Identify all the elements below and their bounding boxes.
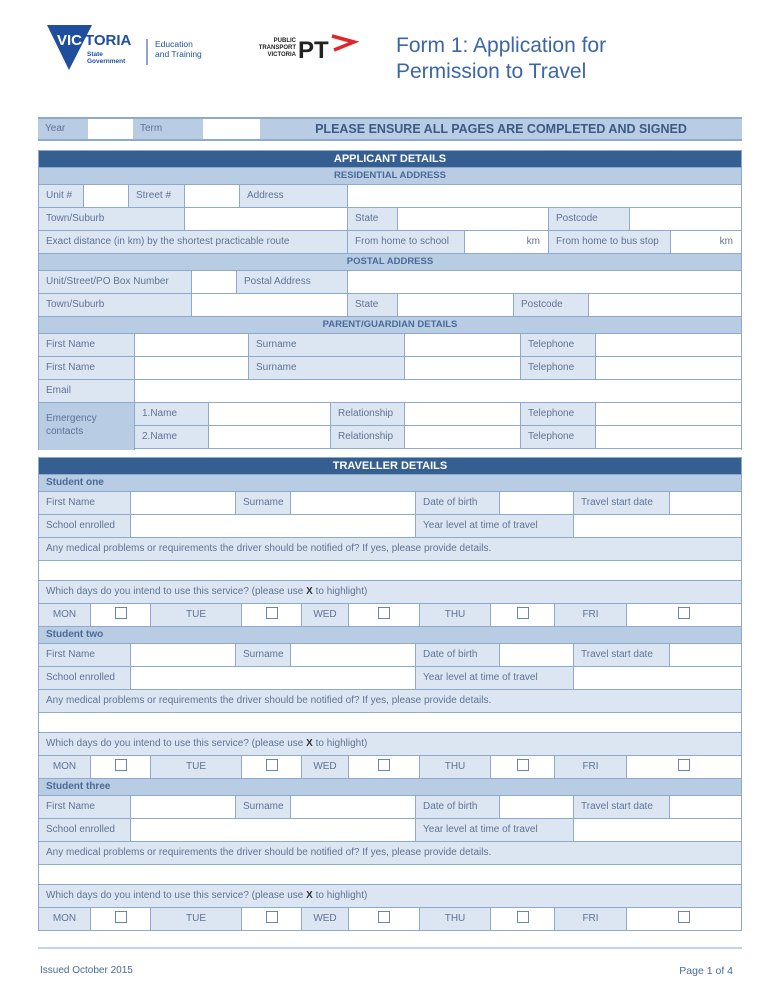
parent2-telephone-input[interactable] [596,357,741,379]
parent1-telephone-label: Telephone [521,334,596,356]
medical-details-row [39,561,741,581]
svg-text:PT: PT [298,37,329,64]
student-one-block [39,475,741,627]
student-school-row [39,515,741,538]
wed-checkbox-cell[interactable] [349,604,420,626]
traveller-details-heading: TRAVELLER DETAILS [39,458,741,475]
parent1-surname-input[interactable] [405,334,521,356]
tue-label: TUE [151,908,242,930]
fri-checkbox-cell[interactable] [627,604,741,626]
thu-checkbox[interactable] [517,759,529,771]
dob-input[interactable] [500,492,574,514]
mon-checkbox-cell[interactable] [91,756,151,778]
postal-address-label: Postal Address [237,271,348,293]
residential-row-distance [39,231,741,254]
emergency-contacts-block [39,403,741,450]
street-input[interactable] [185,185,240,207]
travel-start-input[interactable] [670,796,741,818]
surname-label: Surname [236,492,291,514]
svg-text:and Training: and Training [155,49,202,59]
medical-details-input[interactable] [39,713,741,732]
home-to-bus-stop-label: From home to bus stop [549,231,671,253]
mon-checkbox-cell[interactable] [91,908,151,930]
postal-state-label: State [348,294,398,316]
tue-checkbox[interactable] [266,759,278,771]
term-input[interactable] [203,119,260,139]
emergency2-name-label: 2.Name [135,426,209,448]
tue-label: TUE [151,604,242,626]
mon-checkbox[interactable] [115,607,127,619]
medical-question-row [39,690,741,713]
postal-row-address [39,271,741,294]
victoria-government-logo [47,25,217,75]
wed-checkbox-cell[interactable] [349,756,420,778]
year-level-label: Year level at time of travel [416,515,574,537]
parent2-first-name-input[interactable] [135,357,249,379]
applicant-details-heading: APPLICANT DETAILS [39,151,741,168]
email-input[interactable] [135,380,741,402]
school-input[interactable] [131,515,416,537]
days-question-row [39,733,741,756]
svg-text:Education: Education [155,39,193,49]
school-label: School enrolled [39,667,131,689]
school-input[interactable] [131,819,416,841]
medical-question-row [39,842,741,865]
wed-checkbox-cell[interactable] [349,908,420,930]
student-two-block [39,627,741,779]
unit-input[interactable] [84,185,129,207]
thu-checkbox-cell[interactable] [491,908,555,930]
traveller-details-section [38,457,742,931]
emergency1-relationship-label: Relationship [331,403,405,425]
school-label: School enrolled [39,819,131,841]
home-to-bus-stop-km-input[interactable]: km [671,231,741,253]
fri-label: FRI [555,908,627,930]
student-heading: Student one [39,475,741,492]
thu-checkbox-cell[interactable] [491,756,555,778]
year-level-label: Year level at time of travel [416,667,574,689]
residential-address-heading: RESIDENTIAL ADDRESS [39,168,741,185]
mon-label: MON [39,756,91,778]
fri-checkbox-cell[interactable] [627,908,741,930]
tue-checkbox[interactable] [266,607,278,619]
student-name-row [39,644,741,667]
parent2-surname-label: Surname [249,357,405,379]
home-to-school-label: From home to school [348,231,465,253]
surname-input[interactable] [291,796,416,818]
parent1-telephone-input[interactable] [596,334,741,356]
student-three-block [39,779,741,931]
postal-postcode-input[interactable] [589,294,741,316]
footer-divider [38,947,742,949]
parent2-telephone-label: Telephone [521,357,596,379]
school-input[interactable] [131,667,416,689]
emergency-contacts-label: Emergency contacts [39,403,135,450]
emergency1-telephone-input[interactable] [596,403,741,425]
dob-input[interactable] [500,644,574,666]
thu-checkbox[interactable] [517,607,529,619]
emergency1-name-input[interactable] [209,403,331,425]
medical-details-row [39,865,741,885]
emergency-row-2 [135,426,741,449]
school-label: School enrolled [39,515,131,537]
emergency1-telephone-label: Telephone [521,403,596,425]
address-input[interactable] [348,185,741,207]
dob-label: Date of birth [416,644,500,666]
medical-question-row [39,538,741,561]
parent-guardian-heading: PARENT/GUARDIAN DETAILS [39,317,741,334]
year-label: Year [38,119,88,139]
fri-checkbox[interactable] [678,607,690,619]
wed-label: WED [302,908,349,930]
tue-checkbox-cell[interactable] [242,908,302,930]
street-label: Street # [129,185,185,207]
tue-checkbox-cell[interactable] [242,604,302,626]
wed-checkbox[interactable] [378,607,390,619]
wed-checkbox[interactable] [378,911,390,923]
dob-label: Date of birth [416,492,500,514]
postal-address-heading: POSTAL ADDRESS [39,254,741,271]
email-label: Email [39,380,135,402]
parent2-surname-input[interactable] [405,357,521,379]
svg-text:TORIA: TORIA [85,32,132,49]
postal-address-input[interactable] [348,271,741,293]
form-title [396,33,606,85]
parent1-surname-label: Surname [249,334,405,356]
address-label: Address [240,185,348,207]
form-title-line-2: Permission to Travel [396,60,587,83]
medical-details-input[interactable] [39,561,741,580]
fri-checkbox-cell[interactable] [627,756,741,778]
mon-checkbox-cell[interactable] [91,604,151,626]
days-checkbox-row [39,908,741,931]
parent1-first-name-label: First Name [39,334,135,356]
postal-town-input[interactable] [192,294,348,316]
travel-start-label: Travel start date [574,644,670,666]
parent1-first-name-input[interactable] [135,334,249,356]
medical-details-input[interactable] [39,865,741,884]
term-label: Term [133,119,203,139]
year-level-label: Year level at time of travel [416,819,574,841]
town-input[interactable] [185,208,348,230]
year-term-bar [38,117,742,141]
days-question-row [39,581,741,604]
issued-date: Issued October 2015 [40,965,133,976]
state-input[interactable] [398,208,549,230]
first-name-label: First Name [39,644,131,666]
travel-start-label: Travel start date [574,796,670,818]
first-name-label: First Name [39,796,131,818]
svg-text:VIC: VIC [57,32,83,49]
medical-question-label: Any medical problems or requirements the driver should be notified of? If yes, please provide details. [39,842,741,864]
postal-postcode-label: Postcode [514,294,589,316]
tue-label: TUE [151,756,242,778]
svg-text:VICTORIA: VICTORIA [267,52,296,58]
wed-checkbox[interactable] [378,759,390,771]
distance-label: Exact distance (in km) by the shortest practicable route [39,231,348,253]
emergency2-relationship-input[interactable] [405,426,521,448]
days-question-label: Which days do you intend to use this service? (please use X to highlight) [39,733,741,755]
medical-question-label: Any medical problems or requirements the driver should be notified of? If yes, please provide details. [39,538,741,560]
tue-checkbox-cell[interactable] [242,756,302,778]
mon-checkbox[interactable] [115,759,127,771]
thu-label: THU [420,756,491,778]
dob-label: Date of birth [416,796,500,818]
postal-town-label: Town/Suburb [39,294,192,316]
thu-label: THU [420,604,491,626]
year-input[interactable] [88,119,133,139]
po-box-label: Unit/Street/PO Box Number [39,271,192,293]
tue-checkbox[interactable] [266,911,278,923]
home-to-school-km-input[interactable]: km [465,231,549,253]
page-number: Page 1 of 4 [679,965,733,977]
completion-notice: PLEASE ENSURE ALL PAGES ARE COMPLETED AND SIGNED [260,119,742,139]
wed-label: WED [302,756,349,778]
travel-start-label: Travel start date [574,492,670,514]
thu-label: THU [420,908,491,930]
parent-row-2 [39,357,741,380]
svg-text:State: State [87,51,103,58]
svg-text:TRANSPORT: TRANSPORT [258,45,296,51]
student-name-row [39,796,741,819]
emergency2-name-input[interactable] [209,426,331,448]
surname-input[interactable] [291,492,416,514]
unit-label: Unit # [39,185,84,207]
year-level-input[interactable] [574,515,741,537]
residential-row-town [39,208,741,231]
mon-label: MON [39,604,91,626]
first-name-input[interactable] [131,644,236,666]
parent2-first-name-label: First Name [39,357,135,379]
state-label: State [348,208,398,230]
fri-label: FRI [555,604,627,626]
first-name-label: First Name [39,492,131,514]
student-heading: Student two [39,627,741,644]
student-school-row [39,667,741,690]
emergency1-relationship-input[interactable] [405,403,521,425]
surname-input[interactable] [291,644,416,666]
surname-label: Surname [236,796,291,818]
fri-checkbox[interactable] [678,911,690,923]
applicant-details-section [38,150,742,450]
thu-checkbox[interactable] [517,911,529,923]
postcode-label: Postcode [549,208,630,230]
postal-state-input[interactable] [398,294,514,316]
form-title-line-1: Form 1: Application for [396,34,607,57]
student-heading: Student three [39,779,741,796]
public-transport-victoria-logo [250,30,360,66]
year-level-input[interactable] [574,819,741,841]
travel-start-input[interactable] [670,644,741,666]
year-level-input[interactable] [574,667,741,689]
postal-row-town [39,294,741,317]
first-name-input[interactable] [131,492,236,514]
thu-checkbox-cell[interactable] [491,604,555,626]
surname-label: Surname [236,644,291,666]
days-question-row [39,885,741,908]
wed-label: WED [302,604,349,626]
days-question-label: Which days do you intend to use this service? (please use X to highlight) [39,581,741,603]
svg-text:PUBLIC: PUBLIC [273,38,296,44]
residential-row-address [39,185,741,208]
days-checkbox-row [39,604,741,627]
medical-question-label: Any medical problems or requirements the driver should be notified of? If yes, please provide details. [39,690,741,712]
email-row [39,380,741,403]
mon-checkbox[interactable] [115,911,127,923]
emergency2-telephone-label: Telephone [521,426,596,448]
days-checkbox-row [39,756,741,779]
postcode-input[interactable] [630,208,741,230]
parent-row-1 [39,334,741,357]
first-name-input[interactable] [131,796,236,818]
fri-label: FRI [555,756,627,778]
mon-label: MON [39,908,91,930]
student-school-row [39,819,741,842]
emergency2-telephone-input[interactable] [596,426,741,448]
dob-input[interactable] [500,796,574,818]
emergency-row-1 [135,403,741,426]
medical-details-row [39,713,741,733]
days-question-label: Which days do you intend to use this service? (please use X to highlight) [39,885,741,907]
svg-text:Government: Government [87,58,126,65]
fri-checkbox[interactable] [678,759,690,771]
student-name-row [39,492,741,515]
town-label: Town/Suburb [39,208,185,230]
emergency2-relationship-label: Relationship [331,426,405,448]
travel-start-input[interactable] [670,492,741,514]
emergency1-name-label: 1.Name [135,403,209,425]
po-box-input[interactable] [192,271,237,293]
